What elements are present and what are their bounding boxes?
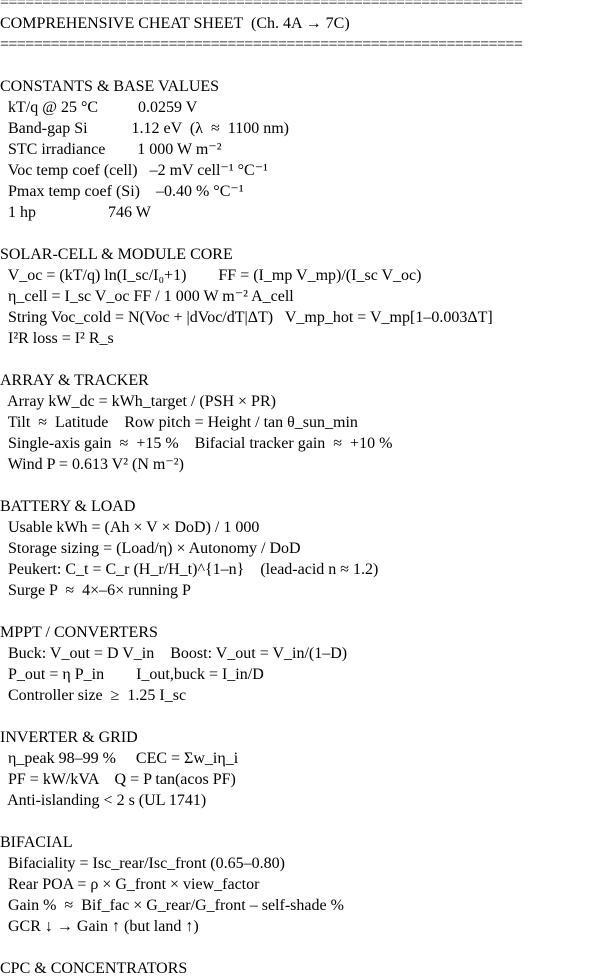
- spacer: [0, 55, 590, 76]
- constants-line: 1 hp 746 W: [0, 204, 151, 221]
- section-heading-array-tracker: ARRAY & TRACKER: [0, 372, 149, 389]
- converter-line: Buck: V_out = D V_in Boost: V_out = V_in/(1–D): [0, 645, 348, 662]
- array-line: Tilt ≈ Latitude Row pitch = Height / tan θ_sun_min: [0, 414, 358, 431]
- battery-line: Surge P ≈ 4×–6× running P: [0, 582, 191, 599]
- bifacial-line: Bifaciality = Isc_rear/Isc_front (0.65–0.80): [0, 855, 285, 872]
- bifacial-line: Gain % ≈ Bif_fac × G_rear/G_front – self-shade %: [0, 897, 344, 914]
- inverter-line: η_peak 98–99 % CEC = Σw_iη_i: [0, 750, 239, 767]
- solar-cell-line: V_oc = (kT/q) ln(I_sc/I₀+1) FF = (I_mp V_mp)/(I_sc V_oc): [0, 267, 422, 284]
- battery-line: Peukert: C_t = C_r (H_r/H_t)^{1–n} (lead-acid n ≈ 1.2): [0, 561, 379, 578]
- battery-line: Storage sizing = (Load/η) × Autonomy / DoD: [0, 540, 301, 557]
- title-underline-rule: ==============================================================: [0, 36, 523, 53]
- solar-cell-line: String Voc_cold = N(Voc + |dVoc/dT|ΔT) V_mp_hot = V_mp[1–0.003ΔT]: [0, 309, 493, 326]
- converter-line: P_out = η P_in I_out,buck = I_in/D: [0, 666, 264, 683]
- spacer: [0, 601, 590, 622]
- section-heading-solar-cell: SOLAR-CELL & MODULE CORE: [0, 246, 233, 263]
- section-heading-mppt-converters: MPPT / CONVERTERS: [0, 624, 158, 641]
- spacer: [0, 937, 590, 958]
- converter-line: Controller size ≥ 1.25 I_sc: [0, 687, 187, 704]
- constants-line: Band-gap Si 1.12 eV (λ ≈ 1100 nm): [0, 120, 289, 137]
- array-line: Wind P = 0.613 V² (N m⁻²): [0, 456, 184, 473]
- spacer: [0, 223, 590, 244]
- constants-line: STC irradiance 1 000 W m⁻²: [0, 141, 222, 158]
- solar-cell-line: I²R loss = I² R_s: [0, 330, 114, 347]
- spacer: [0, 475, 590, 496]
- section-heading-inverter-grid: INVERTER & GRID: [0, 729, 138, 746]
- top-rule: ==============================================================: [0, 0, 523, 11]
- constants-line: Pmax temp coef (Si) –0.40 % °C⁻¹: [0, 183, 244, 200]
- bifacial-line: GCR ↓ → Gain ↑ (but land ↑): [0, 918, 199, 935]
- battery-line: Usable kWh = (Ah × V × DoD) / 1 000: [0, 519, 260, 536]
- constants-line: kT/q @ 25 °C 0.0259 V: [0, 99, 198, 116]
- bifacial-line: Rear POA = ρ × G_front × view_factor: [0, 876, 260, 893]
- section-heading-cpc-concentrators: CPC & CONCENTRATORS: [0, 960, 188, 977]
- solar-cell-line: η_cell = I_sc V_oc FF / 1 000 W m⁻² A_cell: [0, 288, 294, 305]
- inverter-line: Anti-islanding < 2 s (UL 1741): [0, 792, 207, 809]
- array-line: Single-axis gain ≈ +15 % Bifacial tracker gain ≈ +10 %: [0, 435, 393, 452]
- section-heading-constants: CONSTANTS & BASE VALUES: [0, 78, 220, 95]
- inverter-line: PF = kW/kVA Q = P tan(acos PF): [0, 771, 236, 788]
- spacer: [0, 706, 590, 727]
- section-heading-bifacial: BIFACIAL: [0, 834, 73, 851]
- array-line: Array kW_dc = kWh_target / (PSH × PR): [0, 393, 276, 410]
- constants-line: Voc temp coef (cell) –2 mV cell⁻¹ °C⁻¹: [0, 162, 268, 179]
- section-heading-battery-load: BATTERY & LOAD: [0, 498, 136, 515]
- spacer: [0, 349, 590, 370]
- document-title: COMPREHENSIVE CHEAT SHEET (Ch. 4A → 7C): [0, 15, 350, 32]
- spacer: [0, 811, 590, 832]
